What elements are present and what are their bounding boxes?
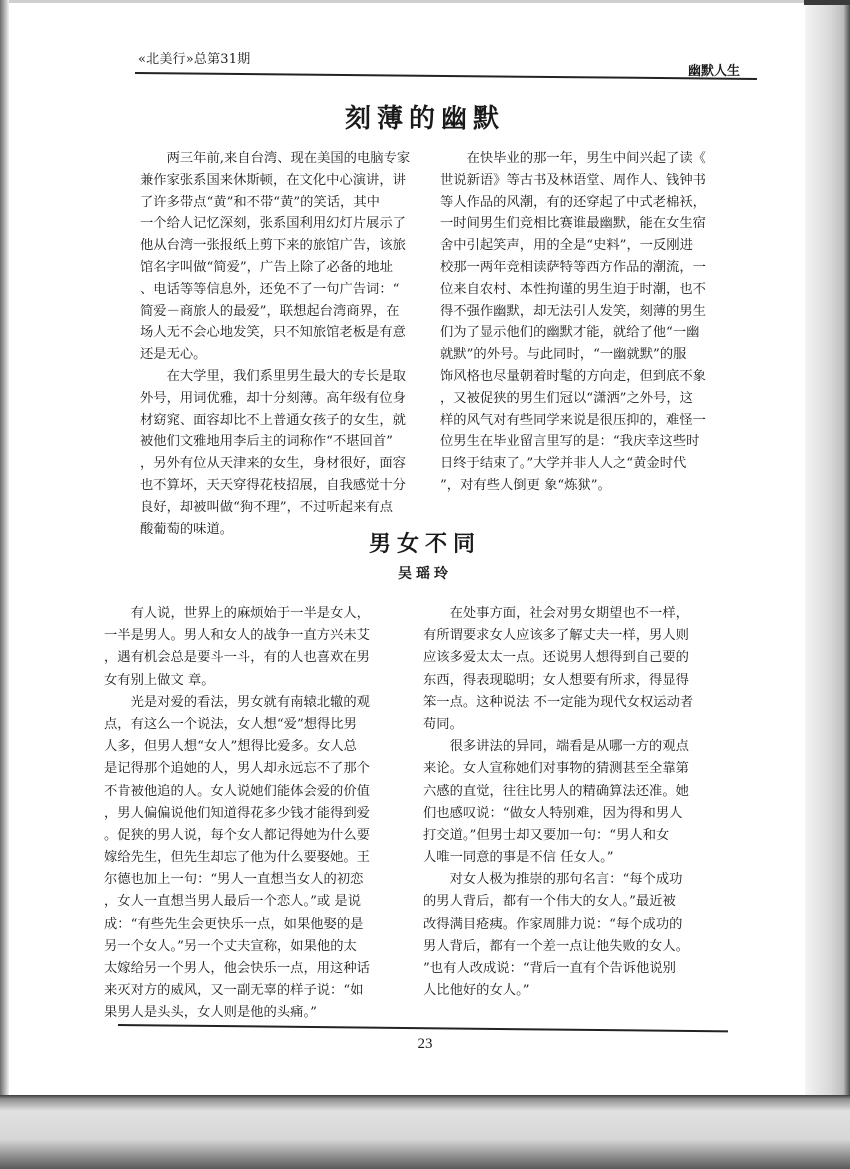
text-line: 他从台湾一张报纸上剪下来的旅馆广告，该旅 [140, 238, 406, 254]
section-header: 幽默人生 [688, 64, 741, 79]
text-line: 有人说，世界上的麻烦始于一半是女人， [104, 606, 370, 621]
text-line: 人唯一同意的事是不信 任女人。” [423, 850, 614, 866]
text-line: 。促狭的男人说，每个女人都记得她为什么要 [104, 827, 370, 843]
scan-edge-left [0, 0, 9, 1169]
text-line: 一半是男人。男人和女人的战争一直方兴未艾 [104, 628, 370, 644]
scan-edge-right-top [804, 0, 850, 5]
text-line: ”也有人改成说：“背后一直有个告诉他说别 [423, 961, 676, 976]
text-line: ，女人一直想当男人最后一个恋人。”或 是说 [104, 894, 362, 910]
text-line: 有所谓要求女人应该多了解丈夫一样，男人则 [423, 628, 689, 644]
text-line: 们为了显示他们的幽默才能，就给了他“一幽 [440, 325, 700, 341]
text-line: 应该多爱太太一点。还说男人想得到自己要的 [423, 650, 689, 666]
text-line: 在快毕业的那一年，男生中间兴起了读《 [440, 151, 706, 166]
text-line: 尔德也加上一句：“男人一直想当女人的初恋 [104, 872, 364, 888]
text-line: 光是对爱的看法，男女就有南辕北辙的观 [104, 694, 370, 710]
text-line: 馆名字叫做“简爱”，广告上除了必备的地址 [140, 259, 393, 275]
text-line: 笨一点。这种说法 不一定能为现代女权运动者 [423, 694, 694, 710]
text-line: 们也感叹说：“做女人特别难，因为得和男人 [423, 805, 683, 821]
text-line: 是记得那个追她的人，男人却永远忘不了那个 [104, 761, 370, 777]
text-line: 果男人是头头，女人则是他的头痛。” [104, 1005, 317, 1021]
text-line: 外号，用词优雅，却十分刻薄。高年级有位身 [140, 390, 406, 406]
text-line: 在大学里，我们系里男生最大的专长是取 [140, 368, 406, 384]
text-line: 来灭对方的威风，又一副无辜的样子说：“如 [104, 983, 364, 999]
text-line: 人比他好的女人。” [423, 983, 530, 999]
text-line: 女有别上做文 章。 [104, 672, 215, 688]
text-line: 酸葡萄的味道。 [140, 521, 234, 537]
text-line: 东西，得表现聪明；女人想要有所求，得显得 [423, 672, 689, 688]
text-line: 点，有这么一个说法，女人想“爱”想得比男 [104, 716, 357, 732]
publication-header: «北美行»总第31期 [138, 52, 251, 67]
text-line: 也不算坏，天天穿得花枝招展，自我感觉十分 [140, 477, 406, 493]
text-line: 了许多带点“黄”和不带“黄”的笑话，其中 [140, 194, 380, 210]
text-line: 嫁给先生，但先生却忘了他为什么要娶她。王 [104, 850, 370, 866]
text-line: 兼作家张系国来休斯顿，在文化中心演讲，讲 [140, 172, 406, 188]
text-line: 场人无不会心地发笑，只不知旅馆老板是有意 [140, 325, 406, 341]
text-line: 被他们文雅地用李后主的词称作“不堪回首” [140, 434, 393, 450]
text-line: 世说新语》等古书及林语堂、周作人、钱钟书 [440, 172, 706, 188]
text-line: 得不强作幽默，却无法引人发笑，刻薄的男生 [440, 303, 706, 319]
text-line: 、电话等等信息外，还免不了一句广告词：“ [140, 281, 400, 297]
text-line: ，男人偏偏说他们知道得花多少钱才能得到爱 [104, 805, 370, 821]
text-line: 太嫁给另一个男人，他会快乐一点，用这种话 [104, 961, 370, 976]
text-line: 位来自农村、本性拘谨的男生迫于时潮，也不 [440, 281, 706, 297]
article-2-column-left [104, 603, 370, 1025]
scan-edge-top [0, 0, 850, 3]
article-2-author: 吴瑶玲 [398, 566, 452, 582]
text-line: 简爱－商旅人的最爱”，联想起台湾商界，在 [140, 303, 400, 319]
text-line: ，又被促狭的男生们冠以“潇洒”之外号，这 [440, 390, 693, 406]
text-line: 饰风格也尽量朝着时髦的方向走，但到底不象 [440, 368, 706, 384]
text-line: 材窈窕、面容却比不上普通女孩子的女生，就 [140, 412, 406, 428]
text-line: 一时间男生们竞相比赛谁最幽默，能在女生宿 [440, 216, 706, 232]
scan-edge-bottom [0, 1095, 850, 1169]
text-line: 男人背后，都有一个差一点让他失败的女人。 [423, 938, 689, 954]
text-line: ，遇有机会总是要斗一斗，有的人也喜欢在男 [104, 650, 370, 666]
text-line: 很多讲法的异同，端看是从哪一方的观点 [423, 739, 689, 755]
article-2-title: 男女不同 [368, 531, 481, 557]
text-line: 一个给人记忆深刻，张系国利用幻灯片展示了 [140, 216, 406, 232]
text-line: 的男人背后，都有一个伟大的女人。”最近被 [423, 894, 676, 910]
text-line: 六感的直觉，往往比男人的精确算法还准。她 [423, 783, 689, 799]
text-line: 成：“有些先生会更快乐一点，如果他娶的是 [104, 916, 364, 932]
text-line: 日终于结束了。”大学并非人人之“黄金时代 [440, 456, 687, 472]
text-line: 改得满目疮痍。作家周腓力说：“每个成功的 [423, 916, 683, 932]
text-line: 还是无心。 [140, 347, 207, 363]
text-line: 舍中引起笑声，用的全是“史料”，一反刚进 [440, 238, 693, 254]
article-1-title: 刻薄的幽默 [344, 104, 505, 134]
header-rule [135, 72, 757, 80]
text-line: 另一个女人。”另一个丈夫宣称，如果他的太 [104, 938, 357, 954]
scan-edge-right [805, 0, 850, 1169]
text-line: 来论。女人宣称她们对事物的猜测甚至全靠第 [423, 761, 689, 777]
text-line: 在处事方面，社会对男女期望也不一样， [423, 606, 689, 621]
footer-rule [118, 1024, 728, 1032]
text-line: 就默”的外号。与此同时，“一幽就默”的服 [440, 347, 687, 363]
text-line: 等人作品的风潮，有的还穿起了中式老棉袄， [440, 194, 706, 210]
article-1-column-left [140, 148, 410, 540]
page-number: 23 [417, 1036, 433, 1052]
text-line: 位男生在毕业留言里写的是：“我庆幸这些时 [440, 434, 700, 450]
text-line: ”，对有些人倒更 象“炼狱”。 [440, 477, 611, 493]
text-line: 苟同。 [423, 716, 463, 732]
text-line: 不肯被他追的人。女人说她们能体会爱的价值 [104, 783, 370, 799]
text-line: 样的风气对有些同学来说是很压抑的，难怪一 [440, 412, 706, 428]
article-2-column-right [423, 603, 693, 1002]
text-line: 人多，但男人想“女人”想得比爱多。女人总 [104, 739, 357, 755]
text-line: ，另外有位从天津来的女生，身材很好，面容 [140, 456, 406, 472]
text-line: 两三年前,来自台湾、现在美国的电脑专家 [140, 151, 411, 166]
text-line: 对女人极为推崇的那句名言：“每个成功 [423, 872, 683, 888]
text-line: 校那一两年竞相读萨特等西方作品的潮流，一 [440, 259, 706, 275]
text-line: 良好，却被叫做“狗不理”，不过听起来有点 [140, 499, 393, 515]
text-line: 打交道。”但男士却又要加一句：“男人和女 [423, 827, 670, 843]
article-1-column-right [440, 148, 706, 497]
